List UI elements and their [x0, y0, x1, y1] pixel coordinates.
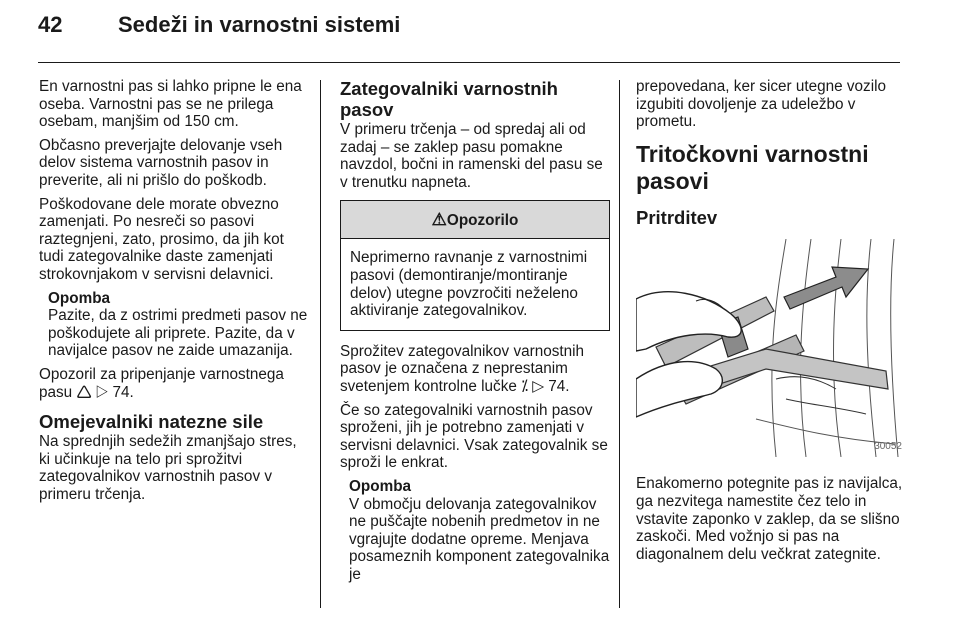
section-title-three-point-belts: Tritočkovni varnostni pasovi [636, 140, 869, 194]
column-right [636, 78, 908, 569]
warning-title: Opozorilo [446, 212, 519, 230]
heading-pretensioners: Zategovalniki varnostnih pasov [340, 78, 558, 120]
heading-force-limiters: Omejevalniki natezne sile [39, 411, 264, 433]
paragraph-force-limiters: Na sprednjih sedežih zmanjšajo stres, ki učinkuje na telo pri sprožitvi zategovalnikov varnostnih pasov v primeru trčenja. [39, 433, 297, 503]
figure-id: 30052 [874, 440, 902, 452]
column-divider-1 [320, 80, 321, 608]
page-reference-link[interactable]: ▷ 74. [95, 383, 134, 401]
paragraph-fastening-instructions: Enakomerno potegnite pas iz navijalca, ga nezvitega namestite čez telo in vstavite zaponko v zaklep, da se slišno zaskoči. Med vožnjo si pas na diagonalnem delu večkrat zategnite. [636, 475, 903, 563]
paragraph-prohibited-continuation: prepovedana, ker sicer utegne vozilo izgubiti dovoljenje za udeležbo v prometu. [636, 78, 887, 131]
paragraph-replace-damaged: Poškodovane dele morate obvezno zamenjati. Po nesreči so pasovi raztegnjeni, zato, prosimo, da jih kot tudi zategovalnike daste zamenjati strokovnjakom v servisni delavnici. [39, 195, 284, 283]
airbag-warning-light-icon: ⁒ [521, 377, 528, 395]
seatbelt-fastening-illustration [636, 239, 906, 457]
header-divider [38, 62, 900, 63]
warning-box [340, 200, 610, 330]
paragraph-replace-pretensioners: Če so zategovalniki varnostnih pasov sproženi, jih je potrebno zamenjati v servisni delavnici. Vsak zategovalnik se sproži le enkrat. [340, 401, 608, 472]
seatbelt-icon: 🛆 [76, 383, 92, 401]
column-middle [340, 78, 610, 589]
column-left [39, 78, 311, 509]
page-number: 42 [38, 12, 63, 37]
page-reference-link[interactable]: ▷ 74. [532, 377, 570, 395]
note-block [39, 290, 311, 360]
paragraph-belt-reminder [39, 366, 311, 401]
note-title: Opomba [349, 477, 412, 495]
column-divider-2 [619, 80, 620, 608]
note-text: Pazite, da z ostrimi predmeti pasov ne poškodujete ali priprete. Pazite, da v navijalce pasov ne zaide umazanija. [48, 307, 308, 360]
note-text: V območju delovanja zategovalnikov ne puščajte nobenih predmetov in ne vgrajujte dodatne opreme. Menjava posameznih komponent zategovalnika je [349, 495, 610, 583]
note-block [340, 478, 610, 584]
activation-indicator-text: Sprožitev zategovalnikov varnostnih pasov je označena z neprestanim svetenjem kontrolne lučke [340, 342, 585, 395]
warning-text: Neprimerno ravnanje z varnostnimi pasovi (demontiranje/montiranje delov) utegne povzročiti neželeno aktiviranje zategovalnikov. [350, 249, 588, 320]
subheading-fastening: Pritrditev [636, 206, 718, 228]
warning-header [341, 201, 609, 239]
paragraph-belt-one-person: En varnostni pas si lahko pripne le ena oseba. Varnostni pas se ne prilega osebam, manjšim od 150 cm. [39, 78, 302, 131]
paragraph-activation-indicator [340, 343, 610, 396]
paragraph-check-belts: Občasno preverjajte delovanje vseh delov sistema varnostnih pasov in preverite, ali ni prišlo do poškodb. [39, 136, 283, 189]
note-title: Opomba [48, 289, 111, 307]
chapter-title: Sedeži in varnostni sistemi [118, 12, 401, 37]
belt-reminder-text: Opozoril za pripenjanje varnostnega pasu [39, 365, 284, 401]
paragraph-pretensioner-function: V primeru trčenja – od spredaj ali od zadaj – se zaklep pasu pomakne navzdol, bočni in ramenski del pasu se v trenutku napneta. [340, 121, 603, 191]
warning-triangle-icon: ⚠ [431, 210, 447, 230]
